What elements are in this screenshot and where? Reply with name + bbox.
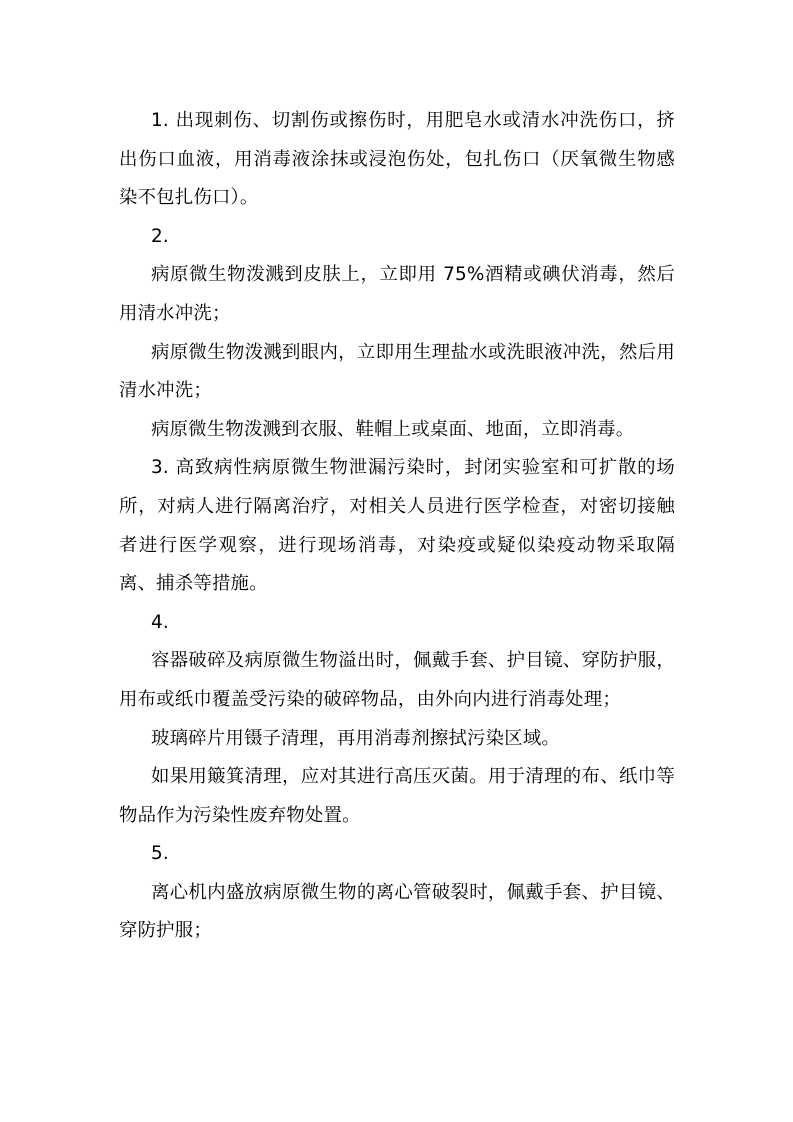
paragraph-clothes-splash: 病原微生物泼溅到衣服、鞋帽上或桌面、地面，立即消毒。 (151, 418, 635, 440)
paragraph-item-5-number: 5. (151, 843, 169, 865)
paragraph-item-4-number: 4. (151, 611, 169, 633)
paragraph-eye-splash: 病原微生物泼溅到眼内，立即用生理盐水或洗眼液冲洗，然后用清水冲洗； (119, 341, 675, 402)
paragraph-container-break: 容器破碎及病原微生物溢出时，佩戴手套、护目镜、穿防护服，用布或纸巾覆盖受污染的破碎物品，由外向内进行消毒处理； (119, 650, 675, 710)
document-page (119, 102, 675, 951)
paragraph-dustpan-cleanup: 如果用簸箕清理，应对其进行高压灭菌。用于清理的布、纸巾等物品作为污染性废弃物处置。 (119, 766, 675, 826)
paragraph-item-1-cuts: 1. 出现刺伤、切割伤或擦伤时，用肥皂水或清水冲洗伤口，挤出伤口血液，用消毒液涂抹或浸泡伤处，包扎伤口（厌氧微生物感染不包扎伤口）。 (119, 110, 675, 209)
paragraph-centrifuge-break: 离心机内盛放病原微生物的离心管破裂时，佩戴手套、护目镜、穿防护服； (119, 881, 675, 942)
paragraph-skin-splash: 病原微生物泼溅到皮肤上，立即用 75%酒精或碘伏消毒，然后用清水冲洗； (119, 264, 675, 324)
paragraph-item-3-leak: 3. 高致病性病原微生物泄漏污染时，封闭实验室和可扩散的场所，对病人进行隔离治疗，对相关人员进行医学检查，对密切接触者进行医学观察，进行现场消毒，对染疫或疑似染疫动物采取隔离、捕杀等措施。 (119, 457, 675, 595)
paragraph-glass-shards: 玻璃碎片用镊子清理，再用消毒剂擦拭污染区域。 (151, 727, 560, 749)
paragraph-item-2-number: 2. (151, 225, 169, 247)
